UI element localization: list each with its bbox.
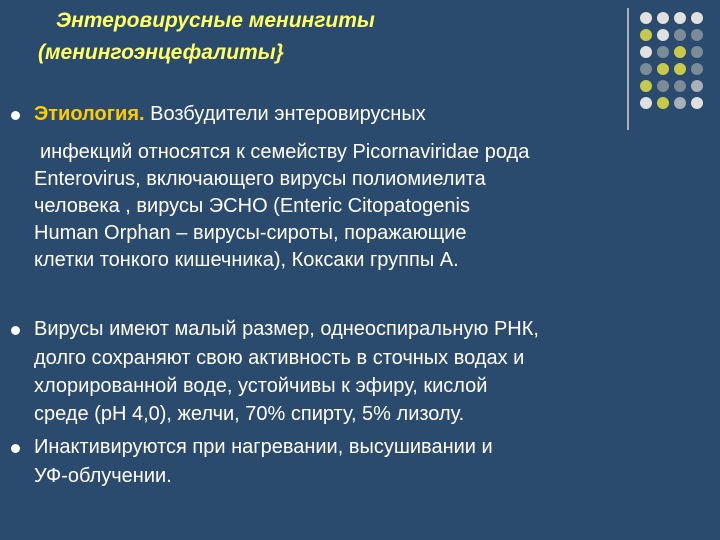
paragraph-etiology-line-2: инфекций относятся к семейству Picornaviridae рода [40,141,530,163]
paragraph-etiology-line-5: Human Orphan – вирусы-сироты, поражающие [34,222,467,244]
bullet-icon [11,444,20,453]
paragraph-etiology-line-6: клетки тонкого кишечника), Коксаки группы А. [34,249,459,271]
paragraph-etiology-line-4: человека , вирусы ЭСНО (Enteric Citopatogenis [34,195,470,217]
paragraph-properties-line-3: хлорированной воде, устойчивы к эфиру, кислой [34,375,488,397]
paragraph-etiology-line-3: Enterovirus, включающего вирусы полиомиелита [34,168,486,190]
paragraph-properties-line-2: долго сохраняют свою активность в сточных водах и [34,347,525,369]
paragraph-inactivation-line-1: Инактивируются при нагревании, высушивании и [34,436,493,458]
etiology-label: Этиология. [34,103,145,125]
paragraph-inactivation-line-2: УФ-облучении. [34,465,172,487]
bullet-icon [11,326,20,335]
etiology-line-1-text: Возбудители энтеровирусных [144,103,426,125]
paragraph-properties-line-4: среде (рН 4,0), желчи, 70% спирту, 5% лизолу. [34,403,465,425]
paragraph-properties-line-1: Вирусы имеют малый размер, однеоспиральную РНК, [34,318,539,340]
title-line-1: Энтеровирусные менингиты [56,9,375,32]
bullet-icon [11,111,20,120]
title-line-2: (менингоэнцефалиты} [38,41,284,64]
paragraph-etiology-line-1 [34,101,426,128]
